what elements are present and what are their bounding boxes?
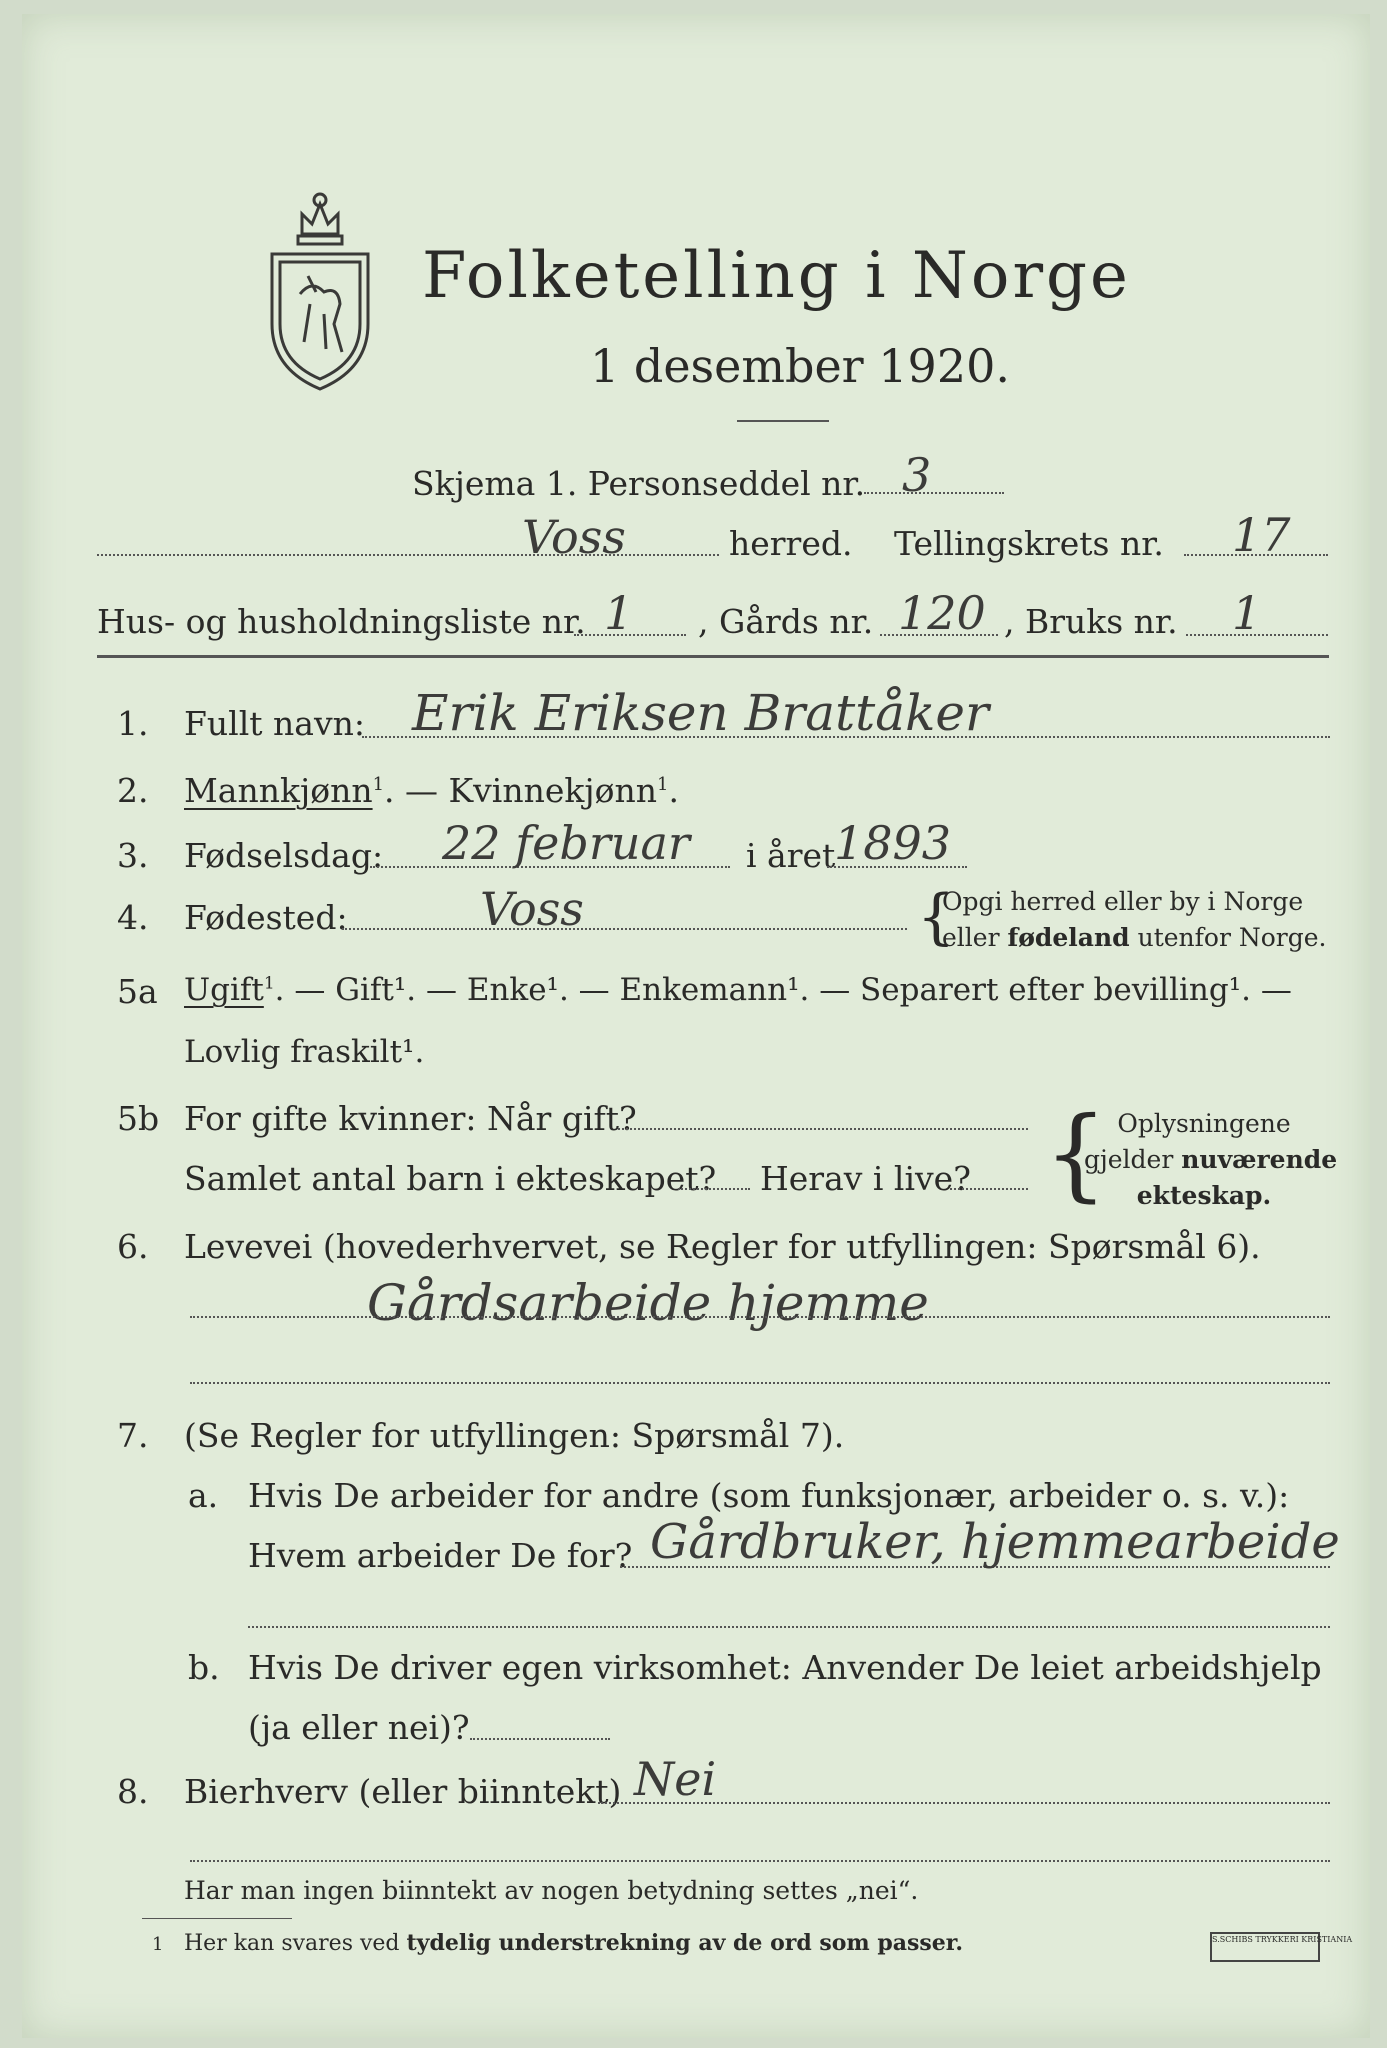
q5b-married-field bbox=[618, 1128, 1028, 1130]
q6-label: Levevei (hovederhvervet, se Regler for utfyllingen: Spørsmål 6). bbox=[184, 1227, 1261, 1266]
form-title: Folketelling i Norge bbox=[422, 239, 1131, 313]
q7a-field-2 bbox=[248, 1626, 1330, 1628]
schema-label: Skjema 1. Personseddel nr. bbox=[412, 464, 866, 503]
husliste-value: 1 bbox=[604, 586, 634, 640]
form-date: 1 desember 1920. bbox=[590, 339, 1010, 393]
q4-number: 4. bbox=[117, 898, 149, 937]
ugift-option: Ugift bbox=[184, 972, 264, 1008]
footer-note: Har man ingen biinntekt av nogen betydning settes „nei“. bbox=[184, 1876, 919, 1905]
female-option: Kvinnekjønn bbox=[448, 771, 658, 810]
header-divider bbox=[97, 655, 1329, 658]
birth-date-value: 22 februar bbox=[442, 816, 690, 870]
herred-value: Voss bbox=[522, 510, 626, 564]
footnote-divider bbox=[142, 1918, 292, 1919]
q4-label: Fødested: bbox=[184, 898, 348, 937]
q5b-alive-field bbox=[950, 1188, 1028, 1190]
q5a-number: 5a bbox=[117, 972, 158, 1011]
male-option: Mannkjønn bbox=[184, 771, 373, 810]
personseddel-value: 3 bbox=[902, 448, 932, 502]
gards-label: , Gårds nr. bbox=[698, 602, 874, 641]
tellingskrets-value: 17 bbox=[1232, 508, 1291, 562]
q1-number: 1. bbox=[117, 704, 149, 743]
q1-label: Fullt navn: bbox=[184, 704, 365, 743]
q5a-options bbox=[184, 972, 1292, 1008]
printer-stamp-text: S.SCHIBS TRYKKERI KRISTIANIA bbox=[1212, 1935, 1353, 1944]
q5b-number: 5b bbox=[117, 1099, 160, 1138]
q5b-line1: For gifte kvinner: Når gift? bbox=[184, 1099, 637, 1138]
q7-label: (Se Regler for utfyllingen: Spørsmål 7). bbox=[184, 1416, 845, 1455]
birthplace-value: Voss bbox=[480, 882, 584, 936]
footnote bbox=[184, 1930, 963, 1956]
bruks-label: , Bruks nr. bbox=[1004, 602, 1178, 641]
q6-field-1 bbox=[190, 1316, 1330, 1318]
q5b-children-label: Samlet antal barn i ekteskapet? bbox=[184, 1159, 717, 1198]
q7b-letter: b. bbox=[188, 1648, 220, 1687]
q5a-line2: Lovlig fraskilt¹. bbox=[184, 1034, 425, 1070]
q2-separator: . — bbox=[384, 771, 449, 810]
q7b-field bbox=[470, 1738, 610, 1740]
census-form bbox=[22, 14, 1370, 2038]
gards-value: 120 bbox=[898, 586, 986, 640]
q3-number: 3. bbox=[117, 836, 149, 875]
q5b-note2b: nuværende bbox=[1181, 1145, 1338, 1174]
q4-note-line1: Opgi herred eller by i Norge bbox=[942, 887, 1304, 916]
husliste-label: Hus- og husholdningsliste nr. bbox=[97, 602, 586, 641]
occupation-value: Gårdsarbeide hjemme bbox=[367, 1274, 929, 1332]
q2-sup2: 1 bbox=[657, 774, 669, 795]
printer-stamp bbox=[1210, 1932, 1353, 1962]
q8-field-2 bbox=[190, 1860, 1330, 1862]
footnote-b: tydelig understrekning av de ord som passer. bbox=[406, 1930, 964, 1956]
q5b-note1: Oplysningene bbox=[1117, 1109, 1291, 1138]
q4-note-line2 bbox=[942, 920, 1326, 956]
q2-end: . bbox=[668, 771, 679, 810]
birth-year-value: 1893 bbox=[834, 816, 952, 870]
q5b-note3: ekteskap. bbox=[1136, 1181, 1272, 1210]
q7a-line1: Hvis De arbeider for andre (som funksjonær, arbeider o. s. v.): bbox=[248, 1476, 1290, 1515]
q5b-children-field bbox=[678, 1188, 750, 1190]
q6-field-2 bbox=[190, 1382, 1330, 1384]
q5b-note2 bbox=[1084, 1142, 1338, 1178]
q3-label: Fødselsdag: bbox=[184, 836, 384, 875]
full-name-value: Erik Eriksen Brattåker bbox=[412, 684, 989, 742]
employer-value: Gårdbruker, hjemmearbeide bbox=[650, 1514, 1340, 1570]
personseddel-field bbox=[864, 492, 1004, 494]
q4-note-a: eller bbox=[942, 923, 1008, 952]
q4-note-c: utenfor Norge. bbox=[1129, 923, 1327, 952]
q7a-line2: Hvem arbeider De for? bbox=[248, 1536, 633, 1575]
q8-label: Bierhverv (eller biinntekt) bbox=[184, 1772, 622, 1811]
q7b-line1: Hvis De driver egen virksomhet: Anvender De leiet arbeidshjelp bbox=[248, 1648, 1322, 1687]
q2-sex bbox=[184, 771, 679, 810]
tellingskrets-label: Tellingskrets nr. bbox=[894, 524, 1164, 563]
q5b-alive-label: Herav i live? bbox=[760, 1159, 971, 1198]
q2-number: 2. bbox=[117, 771, 149, 810]
q7-number: 7. bbox=[117, 1416, 149, 1455]
q7a-letter: a. bbox=[188, 1476, 219, 1515]
q5b-note2a: gjelder bbox=[1084, 1145, 1182, 1174]
q5a-sup: 1 bbox=[263, 973, 275, 994]
q2-sup1: 1 bbox=[372, 774, 385, 795]
footnote-number: 1 bbox=[152, 1934, 164, 1955]
title-divider bbox=[737, 420, 829, 422]
q5b-note bbox=[1084, 1106, 1338, 1214]
q7b-line2: (ja eller nei)? bbox=[248, 1708, 470, 1747]
footnote-a: Her kan svares ved bbox=[184, 1931, 407, 1956]
q4-note bbox=[942, 884, 1326, 956]
herred-label: herred. bbox=[729, 524, 853, 563]
q5a-rest: . — Gift¹. — Enke¹. — Enkemann¹. — Separert efter bevilling¹. — bbox=[274, 972, 1292, 1008]
q3-year-label: i året bbox=[746, 836, 836, 875]
coat-of-arms-icon bbox=[260, 174, 380, 394]
bruks-value: 1 bbox=[1232, 586, 1262, 640]
q6-number: 6. bbox=[117, 1227, 149, 1266]
q5b-brace: { bbox=[1044, 1095, 1108, 1212]
side-income-value: Nei bbox=[634, 1752, 717, 1806]
q4-brace: { bbox=[917, 882, 956, 952]
q4-note-b: fødeland bbox=[1007, 923, 1130, 952]
q4-field bbox=[342, 928, 907, 930]
q8-number: 8. bbox=[117, 1772, 149, 1811]
